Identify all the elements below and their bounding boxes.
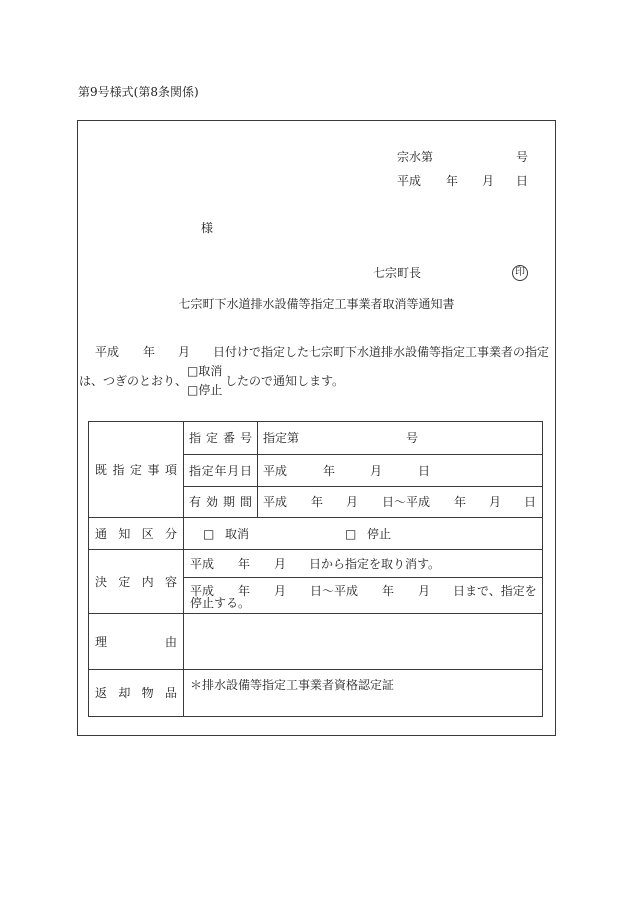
designation-number-suffix: 号 [406,431,419,445]
notice-type-value [184,518,543,550]
reason-label: 理由 [95,634,177,649]
doc-number-prefix: 宗水第 [397,150,434,164]
table-row-reason [89,614,543,670]
designation-number-value [258,422,543,455]
designation-date-year-unit: 年 [323,463,336,478]
suspend-checkbox: □ [345,526,357,541]
revoke-date-year-unit: 年 [238,556,251,571]
revoke-text: 日から指定を取り消す。 [309,556,441,571]
decision-header [89,550,184,614]
designation-date-value [258,455,543,487]
validity-period-label: 有効期間 [189,495,252,509]
revoke-checkbox: □ [203,526,215,541]
period-start-era: 平成 [263,495,288,509]
body-line2-lead: は、つぎのとおり、 [79,374,188,388]
existing-designation-label: 既指定事項 [95,462,177,477]
reason-value [184,614,543,670]
designation-date-day-unit: 日 [418,463,431,478]
period-start-month-unit: 月 [346,495,359,509]
suspend-end-text: 日まで、指定を [453,584,537,598]
body-date-era: 平成 [95,345,120,359]
decision-revoke-value [184,550,543,578]
notice-type-header [89,518,184,550]
period-start-year-unit: 年 [311,495,324,509]
body-date-year-unit: 年 [143,345,156,359]
revoke-date-month-unit: 月 [274,556,287,571]
returned-items-label: 返却物品 [95,686,177,700]
body-date-month-unit: 月 [178,345,191,359]
table-row-notice-type [89,518,543,550]
reason-value-area [184,614,542,669]
period-end-month-unit: 月 [489,495,502,509]
validity-period-header [184,487,258,518]
addressee-honorific: 様 [201,221,214,235]
period-end-day-unit: 日 [524,495,537,509]
decision-label: 決定内容 [95,574,177,589]
date-month-unit: 月 [482,174,495,188]
seal-character: 印 [515,267,525,278]
document-title: 七宗町下水道排水設備等指定工事業者取消等通知書 [178,297,455,311]
designation-number-header [184,422,258,455]
revoke-date-era: 平成 [190,556,215,571]
suspend-option-label: 停止 [367,526,392,541]
suspend-text-continued: 停止する。 [190,596,251,610]
designation-date-era: 平成 [263,463,288,478]
decision-suspend-value [184,578,543,614]
date-year-unit: 年 [446,174,459,188]
suspend-start-month-unit: 月 [274,584,287,598]
date-day-unit: 日 [516,174,529,188]
revoke-option-label: 取消 [225,526,250,541]
suspend-start-era: 平成 [190,584,215,598]
returned-items-value [184,670,543,717]
suspend-start-year-unit: 年 [238,584,251,598]
table-row-designation-number [89,422,543,455]
designation-number-label: 指定番号 [189,431,252,445]
details-table [88,421,543,717]
designation-number-prefix: 指定第 [263,431,300,445]
reason-header [89,614,184,670]
period-start-day-range: 日～平成 [382,495,431,509]
table-row-returned-items [89,670,543,717]
returned-items-header [89,670,184,717]
body-option-revoke: □取消 [187,364,223,378]
designation-date-header [184,455,258,487]
doc-number-suffix: 号 [516,150,529,164]
form-number: 第9号様式(第8条関係) [78,85,199,99]
sender-title: 七宗町長 [373,266,422,280]
suspend-start-day-range: 日～平成 [310,584,359,598]
date-era: 平成 [397,174,422,188]
notice-type-label: 通知区分 [95,526,177,541]
designation-date-label: 指定年月日 [189,463,252,478]
designation-date-month-unit: 月 [370,463,383,478]
suspend-end-year-unit: 年 [382,584,395,598]
seal-mark [512,265,528,281]
body-line1-text: 日付けで指定した七宗町下水道排水設備等指定工事業者の指定 [213,345,550,359]
period-end-year-unit: 年 [454,495,467,509]
body-line2-tail: したので通知します。 [225,374,345,388]
suspend-end-month-unit: 月 [418,584,431,598]
body-option-suspend: □停止 [187,383,223,397]
validity-period-value [258,487,543,518]
form-frame [77,120,556,736]
table-row-decision-revoke [89,550,543,578]
existing-designation-header [89,422,184,518]
returned-item-text: ＊排水設備等指定工事業者資格認定証 [190,678,395,692]
